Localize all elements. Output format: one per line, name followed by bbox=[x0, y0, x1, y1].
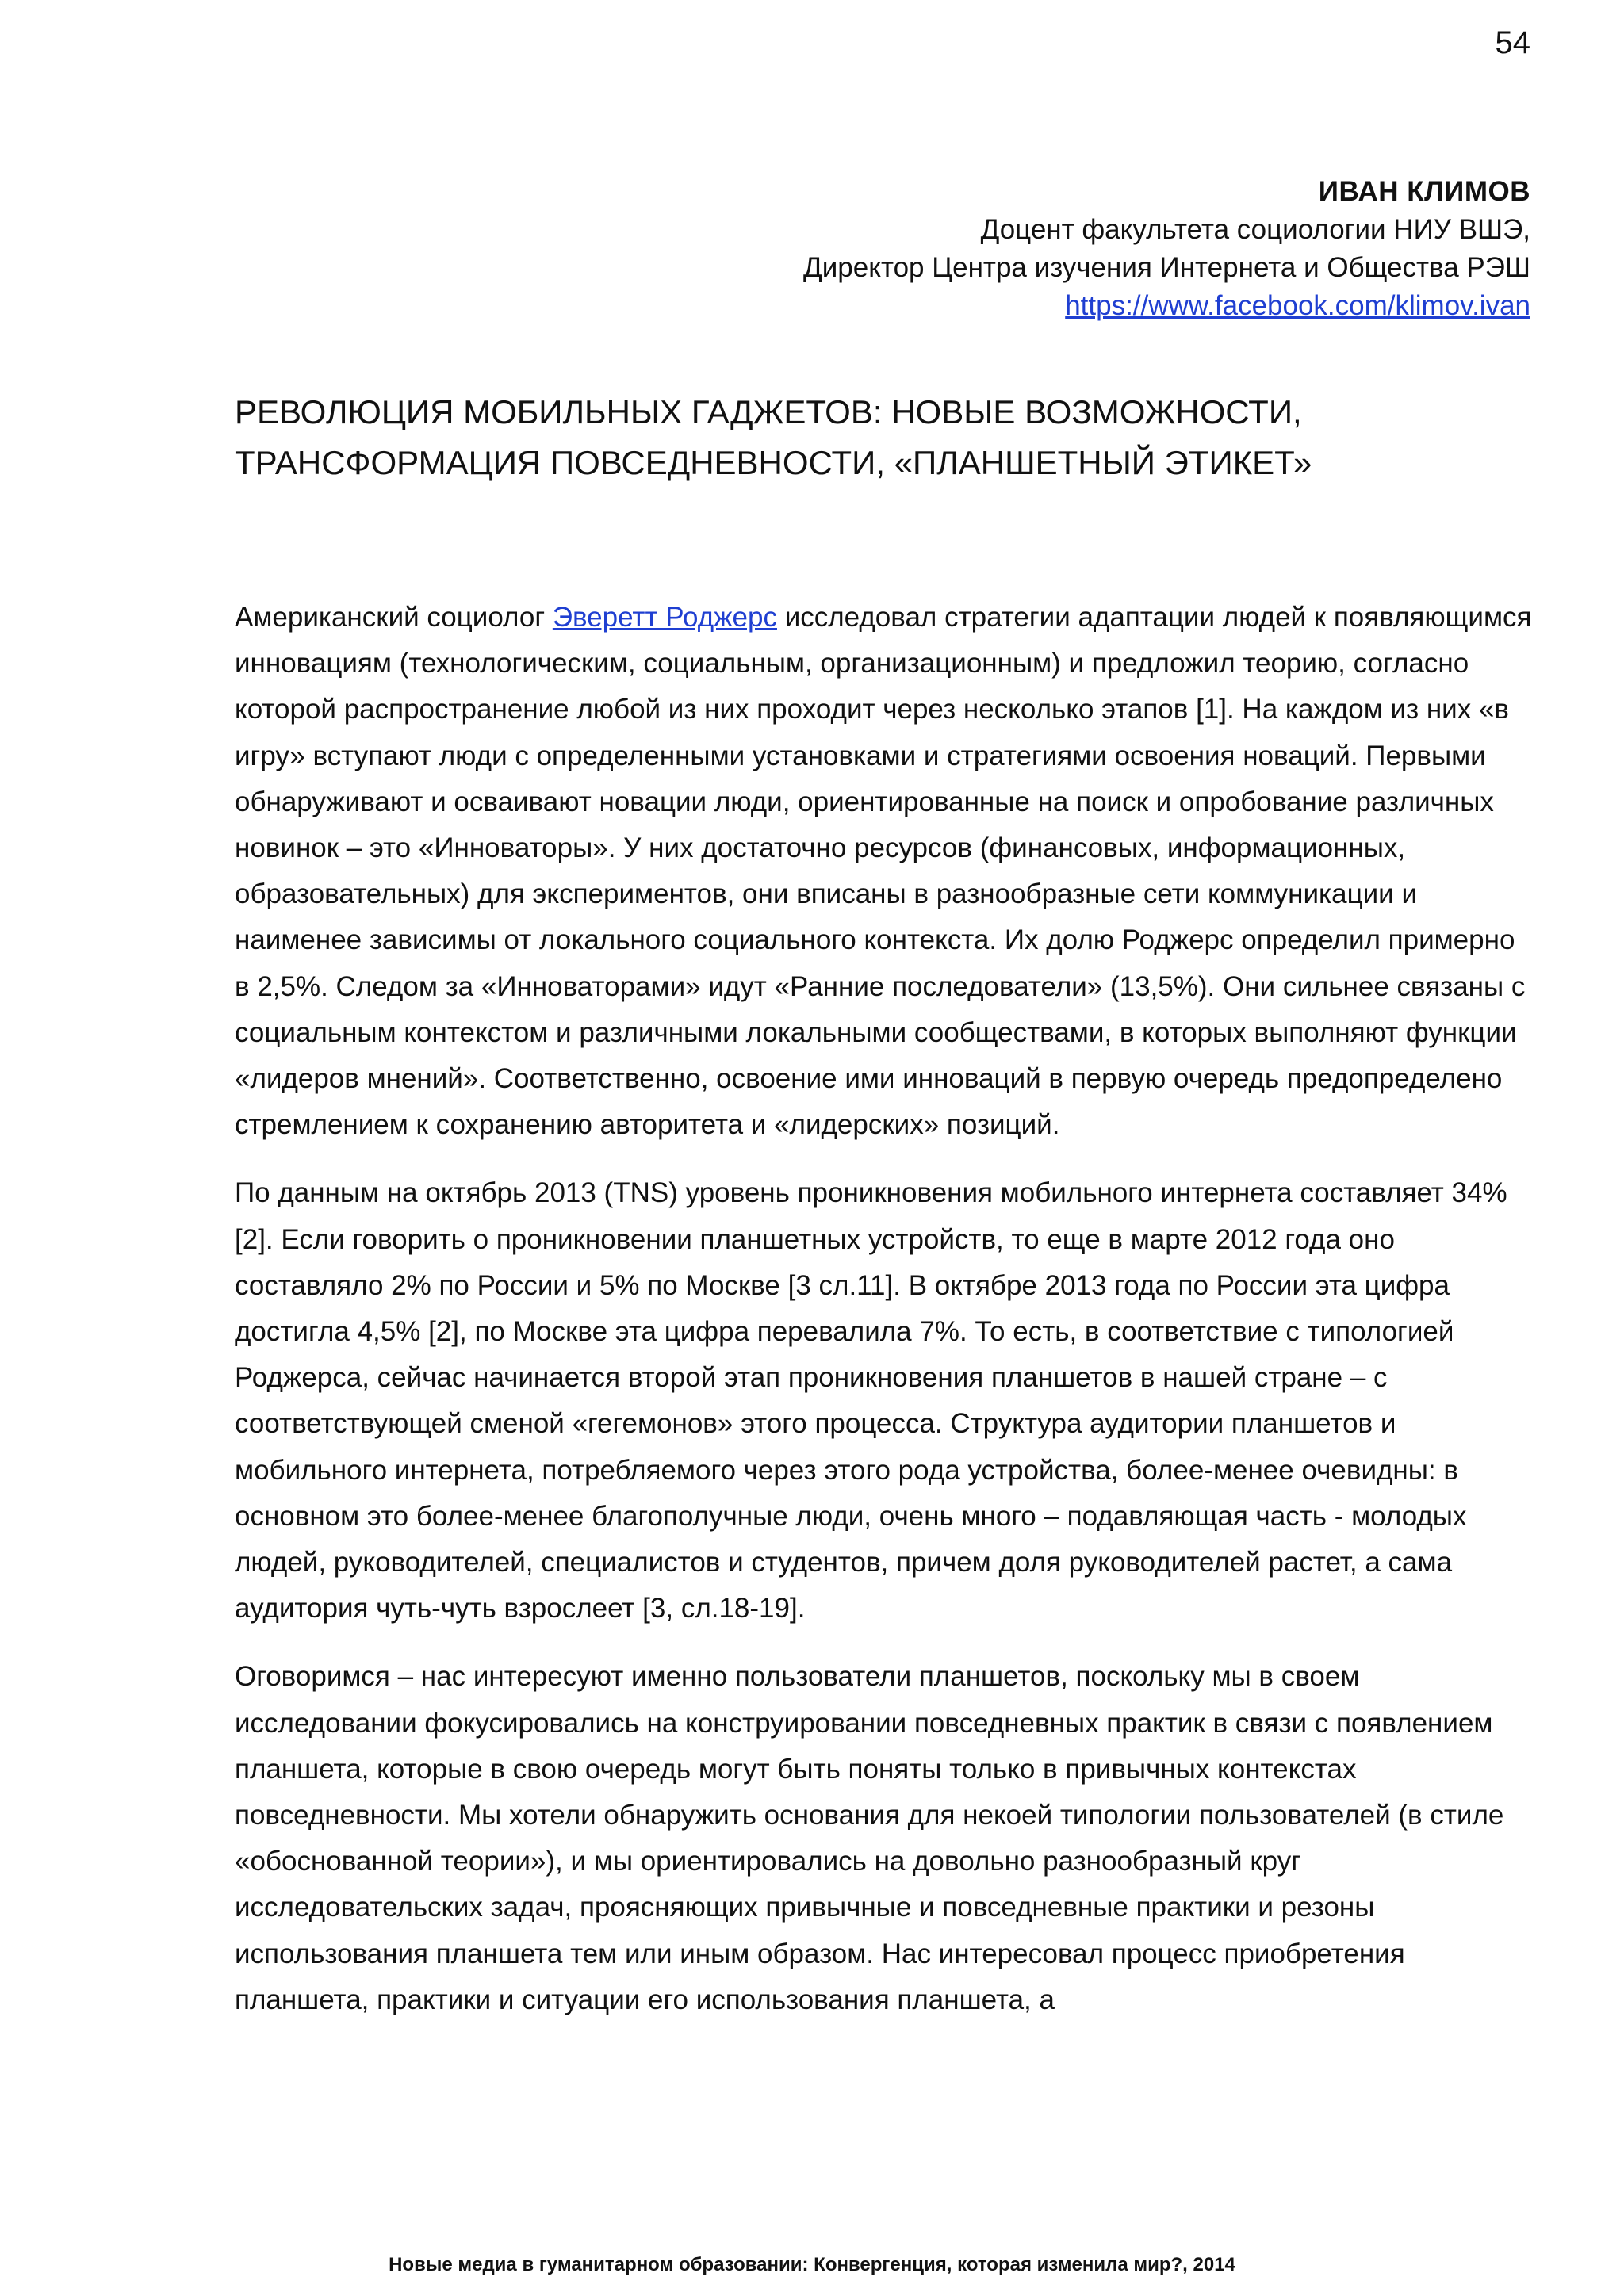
paragraph-1-intro: Американский социолог bbox=[235, 602, 553, 633]
rogers-link[interactable]: Эверетт Роджерс bbox=[552, 602, 777, 633]
page-number: 54 bbox=[1495, 25, 1530, 60]
author-affiliation: Директор Центра изучения Интернета и Общества РЭШ bbox=[803, 252, 1530, 283]
paragraph-1 bbox=[235, 595, 1535, 1148]
author-block bbox=[420, 173, 1530, 325]
author-name: ИВАН КЛИМОВ bbox=[1318, 176, 1530, 207]
page-footer: Новые медиа в гуманитарном образовании: Конвергенция, которая изменила мир?, 2014 bbox=[389, 2254, 1235, 2275]
author-position: Доцент факультета социологии НИУ ВШЭ, bbox=[980, 214, 1530, 245]
article-title bbox=[235, 387, 1535, 488]
article-title-line-1: РЕВОЛЮЦИЯ МОБИЛЬНЫХ ГАДЖЕТОВ: НОВЫЕ ВОЗМОЖНОСТИ, bbox=[235, 393, 1302, 430]
author-facebook-link[interactable]: https://www.facebook.com/klimov.ivan bbox=[1065, 290, 1530, 321]
article-title-line-2: ТРАНСФОРМАЦИЯ ПОВСЕДНЕВНОСТИ, «ПЛАНШЕТНЫЙ ЭТИКЕТ» bbox=[235, 444, 1312, 481]
paragraph-2: По данным на октябрь 2013 (TNS) уровень проникновения мобильного интернета составляет 34% [2]. Если говорить о проникновении планшетных устройств, то еще в марте 2012 года оно составляло 2% по России и 5% по Москве [3 сл.11]. В октябре 2013 года по России эта цифра достигла 4,5% [2], по Москве эта цифра перевалила 7%. То есть, в соответствие с типологией Роджерса, сейчас начинается второй этап проникновения планшетов в нашей стране – с соответствующей сменой «гегемонов» этого процесса. Структура аудитории планшетов и мобильного интернета, потребляемого через этого рода устройства, более-менее очевидны: в основном это более-менее благополучные люди, очень много – подавляющая часть - молодых людей, руководителей, специалистов и студентов, причем доля руководителей растет, а сама аудитория чуть-чуть взрослеет [3, сл.18-19]. bbox=[235, 1177, 1507, 1624]
article-body bbox=[235, 595, 1535, 2045]
paragraph-1-rest: исследовал стратегии адаптации людей к появляющимся инновациям (технологическим, социальным, организационным) и предложил теорию, согласно которой распространение любой из них проходит через несколько этапов [1]. На каждом из них «в игру» вступают люди с определенными установками и стратегиями освоения новаций. Первыми обнаруживают и осваивают новации люди, ориентированные на поиск и опробование различных новинок – это «Инноваторы». У них достаточно ресурсов (финансовых, информационных, образовательных) для экспериментов, они вписаны в разнообразные сети коммуникации и наименее зависимы от локального социального контекста. Их долю Роджерс определил примерно в 2,5%. Следом за «Инноваторами» идут «Ранние последователи» (13,5%). Они сильнее связаны с социальным контекстом и различными локальными сообществами, в которых выполняют функции «лидеров мнений». Соответственно, освоение ими инноваций в первую очередь предопределено стремлением к сохранению авторитета и «лидерских» позиций. bbox=[235, 602, 1532, 1141]
paragraph-3: Оговоримся – нас интересуют именно пользователи планшетов, поскольку мы в своем исследовании фокусировались на конструировании повседневных практик в связи с появлением планшета, которые в свою очередь могут быть поняты только в привычных контекстах повседневности. Мы хотели обнаружить основания для некоей типологии пользователей (в стиле «обоснованной теории»), и мы ориентировались на довольно разнообразный круг исследовательских задач, проясняющих привычные и повседневные практики и резоны использования планшета тем или иным образом. Нас интересовал процесс приобретения планшета, практики и ситуации его использования планшета, а bbox=[235, 1661, 1504, 2015]
